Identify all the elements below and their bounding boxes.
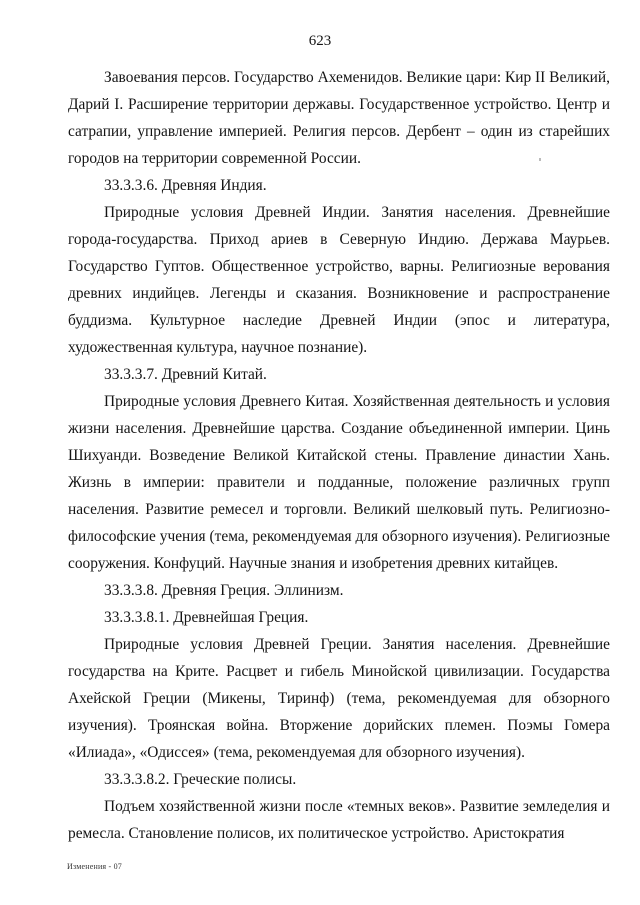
- paragraph-india: Природные условия Древней Индии. Занятия населения. Древнейшие города-государства. Приход ариев в Северную Индию. Держава Маурьев. Государство Гуптов. Общественное устройство, варны. Религиозные верования древних индийцев. Легенды и сказания. Возникновение и распространение буддизма. Культурное наследие Древней Индии (эпос и литература, художественная культура, научное познание).: [68, 204, 610, 356]
- document-body: [68, 64, 610, 847]
- paragraph-polis: Подъем хозяйственной жизни после «темных веков». Развитие земледелия и ремесла. Становление полисов, их политическое устройство. Аристократия: [68, 798, 610, 842]
- page-number: 623: [308, 33, 332, 49]
- section-heading-india: 33.3.3.6. Древняя Индия.: [104, 177, 267, 194]
- section-heading-ancient-greece: 33.3.3.8.1. Древнейшая Греция.: [104, 609, 309, 626]
- section-heading-china: 33.3.3.7. Древний Китай.: [104, 366, 267, 383]
- paragraph-ancient-greece: Природные условия Древней Греции. Занятия населения. Древнейшие государства на Крите. Расцвет и гибель Минойской цивилизации. Государства Ахейской Греции (Микены, Тиринф) (тема, рекомендуемая для обзорного изучения). Троянская война. Вторжение дорийских племен. Поэмы Гомера «Илиада», «Одиссея» (тема, рекомендуемая для обзорного изучения).: [68, 636, 610, 761]
- section-heading-greece: 33.3.3.8. Древняя Греция. Эллинизм.: [104, 582, 344, 599]
- paragraph-china: Природные условия Древнего Китая. Хозяйственная деятельность и условия жизни населения. Древнейшие царства. Создание объединенной империи. Цинь Шихуанди. Возведение Великой Китайской стены. Правление династии Хань. Жизнь в империи: правители и подданные, положение различных групп населения. Развитие ремесел и торговли. Великий шелковый путь. Религиозно-философские учения (тема, рекомендуемая для обзорного изучения). Религиозные сооружения. Конфуций. Научные знания и изобретения древних китайцев.: [68, 393, 610, 572]
- footer-note: Изменения - 07: [67, 862, 122, 871]
- paragraph-persia: Завоевания персов. Государство Ахеменидов. Великие цари: Кир II Великий, Дарий I. Расширение территории державы. Государственное устройство. Центр и сатрапии, управление империей. Религия персов. Дербент – один из старейших городов на территории современной России.: [68, 69, 610, 167]
- section-heading-polis: 33.3.3.8.2. Греческие полисы.: [104, 771, 297, 788]
